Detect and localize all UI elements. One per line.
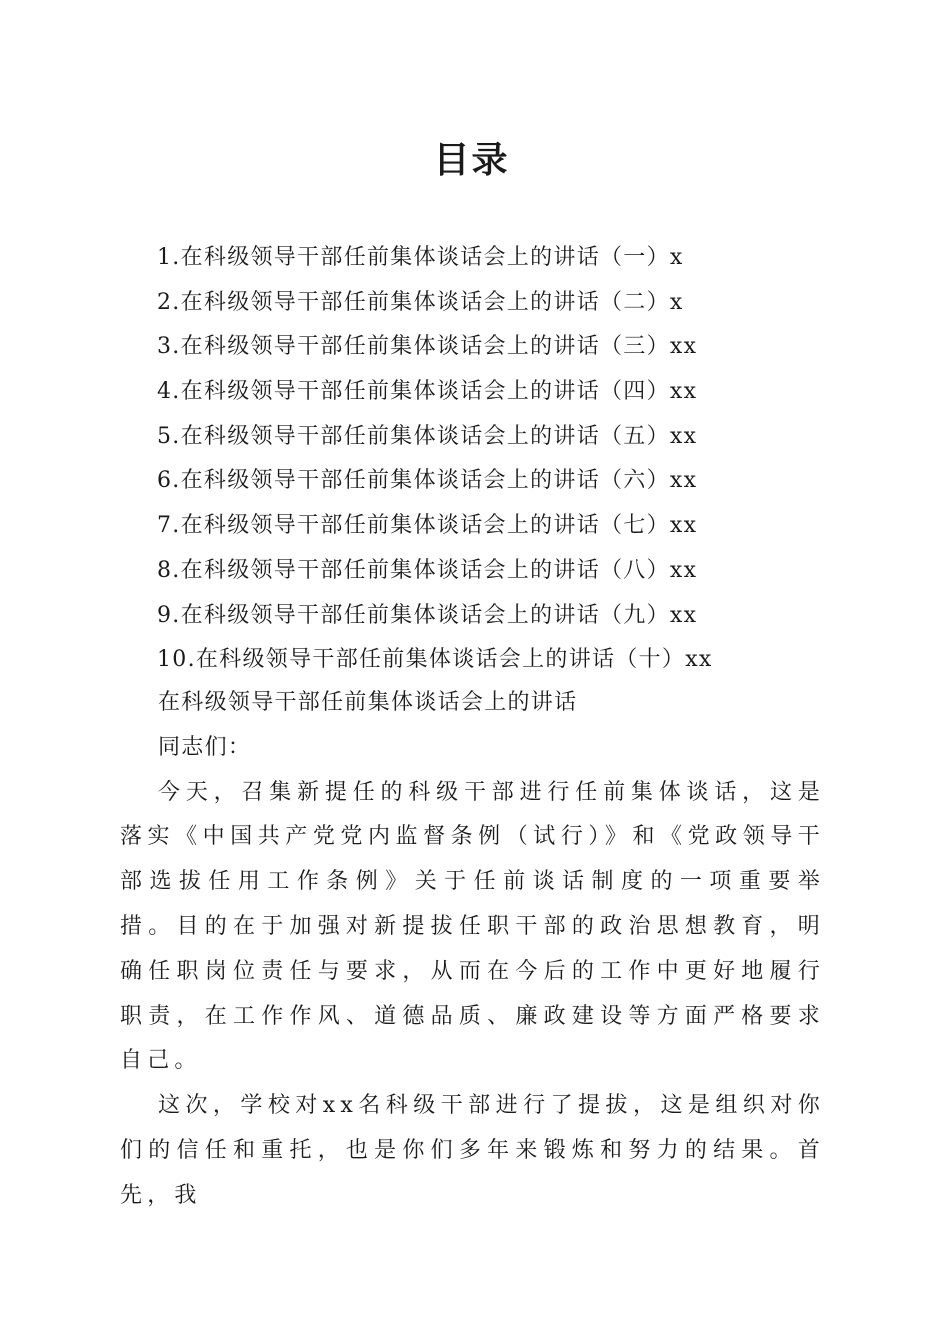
toc-item: 1.在科级领导干部任前集体谈话会上的讲话（一）x	[157, 245, 684, 270]
paragraph: 今天，召集新提任的科级干部进行任前集体谈话，这是落实《中国共产党党内监督条例（试行）》和《党政领导干部选拔任用工作条例》关于任前谈话制度的一项重要举措。目的在于加强对新提拔任职干部的政治思想教育，明确任职岗位责任与要求，从而在今后的工作中更好地履行职责，在工作作风、道德品质、廉政建设等方面严格要求自己。	[120, 779, 825, 1074]
salutation: 同志们：	[158, 734, 252, 760]
toc-item: 9.在科级领导干部任前集体谈话会上的讲话（九）xx	[157, 602, 698, 628]
toc-item: 7.在科级领导干部任前集体谈话会上的讲话（七）xx	[157, 513, 698, 539]
speech-body	[120, 681, 825, 1219]
page-title: 目录	[433, 139, 510, 181]
table-of-contents	[157, 236, 713, 683]
toc-item: 5.在科级领导干部任前集体谈话会上的讲话（五）xx	[157, 423, 698, 449]
toc-item: 10.在科级领导干部任前集体谈话会上的讲话（十）xx	[157, 647, 713, 673]
toc-item: 3.在科级领导干部任前集体谈话会上的讲话（三）xx	[157, 334, 698, 360]
toc-item: 2.在科级领导干部任前集体谈话会上的讲话（二）x	[157, 289, 684, 315]
toc-item: 8.在科级领导干部任前集体谈话会上的讲话（八）xx	[157, 557, 698, 583]
toc-item: 6.在科级领导干部任前集体谈话会上的讲话（六）xx	[157, 468, 698, 494]
paragraph: 这次，学校对xx名科级干部进行了提拔，这是组织对你们的信任和重托，也是你们多年来锻炼和努力的结果。首先，我	[120, 1093, 825, 1208]
toc-item: 4.在科级领导干部任前集体谈话会上的讲话（四）xx	[157, 379, 698, 405]
speech-title: 在科级领导干部任前集体谈话会上的讲话	[158, 690, 578, 715]
